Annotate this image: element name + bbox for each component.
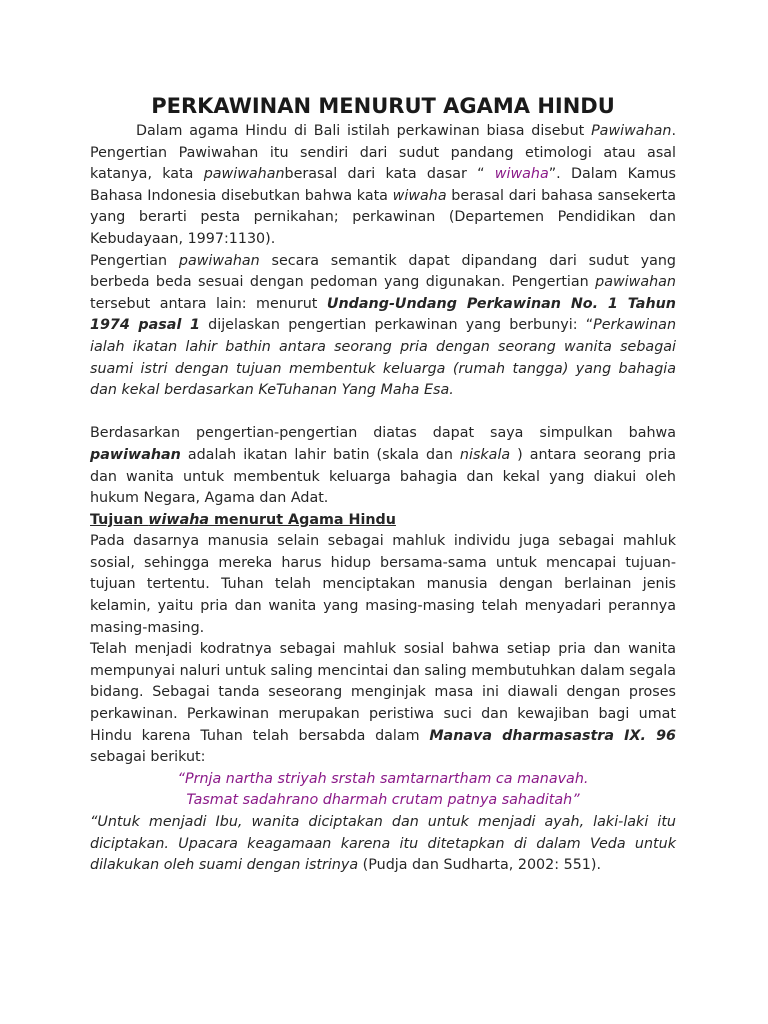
heading-term-wiwaha: wiwaha — [148, 511, 210, 528]
p1-text-d: ”. Dalam Kamus Bahasa Indonesia disebutkan bahwa kata — [90, 166, 677, 204]
p2-law-quote: Perkawinan ialah ikatan lahir bathin antara seorang pria dengan seorang wanita sebagai suami istri dengan tujuan membentuk keluarga (rumah tangga) yang bahagia dan kekal berdasarkan KeTuhanan Yang Maha Esa. — [90, 317, 677, 399]
paragraph-2 — [90, 251, 676, 402]
paragraph-1 — [90, 121, 676, 251]
p5-manava-reference: Manava dharmasastra IX. 96 — [429, 727, 676, 744]
p5-text-b: sebagai berikut: — [90, 749, 206, 766]
p5-text-a: Telah menjadi kodratnya sebagai mahluk sosial bahwa setiap pria dan wanita mempunyai naluri untuk saling mencintai dan saling membutuhkan dalam segala bidang. Sebagai tanda seseorang menginjak masa ini diawali dengan proses perkawinan. Perkawinan merupakan peristiwa suci dan kewajiban bagi umat Hindu karena Tuhan telah bersabda dalam — [90, 641, 676, 744]
heading-text-a: Tujuan — [90, 511, 149, 528]
p2-text-c: tersebut antara lain: menurut — [90, 295, 327, 312]
verse-line-1: “Prnja nartha striyah srstah samtarnartham ca manavah. — [177, 770, 589, 787]
p1-term-wiwaha: wiwaha — [494, 166, 549, 183]
document-title: PERKAWINAN MENURUT AGAMA HINDU — [151, 94, 615, 118]
p6-translation-quote: “Untuk menjadi Ibu, wanita diciptakan dan untuk menjadi ayah, laki-laki itu diciptakan. Upacara keagamaan karena itu ditetapkan di dalam Veda untuk dilakukan oleh suami dengan istrinya — [90, 814, 676, 874]
p2-text-b: secara semantik dapat dipandang dari sudut yang berbeda beda sesuai dengan pedoman yang digunakan. Pengertian — [90, 252, 676, 291]
p3-term-niskala: niskala — [459, 446, 511, 463]
p1-text-c: berasal dari kata dasar “ — [284, 166, 495, 183]
paragraph-6 — [90, 812, 676, 877]
p3-text-a: Berdasarkan pengertian-pengertian diatas dapat saya simpulkan bahwa — [90, 425, 676, 442]
p1-text-e: berasal dari bahasa sansekerta yang berarti pesta pernikahan; perkawinan (Departemen Pendidikan dan Kebudayaan, 1997:1130). — [90, 187, 676, 247]
p2-text-d: dijelaskan pengertian perkawinan yang berbunyi: “ — [199, 317, 594, 334]
paragraph-spacer — [90, 402, 676, 424]
p3-text-b: adalah ikatan lahir batin (skala dan — [180, 446, 460, 463]
p1-term-wiwaha-2: wiwaha — [392, 187, 447, 204]
p3-text-c: ) antara seorang pria dan wanita untuk membentuk keluarga bahagia dan kekal yang diakui oleh hukum Negara, Agama dan Adat. — [90, 446, 676, 507]
verse-line-2: Tasmat sadahrano dharmah crutam patnya sahaditah” — [186, 792, 580, 809]
p1-term-pawiwahan: Pawiwahan — [591, 123, 672, 139]
document-body — [90, 92, 676, 877]
p2-law-reference: Undang-Undang Perkawinan No. 1 Tahun 1974 pasal 1 — [90, 295, 676, 334]
paragraph-5 — [90, 639, 676, 769]
p3-term-pawiwahan: pawiwahan — [90, 446, 181, 463]
p2-term-pawiwahan: pawiwahan — [178, 252, 260, 269]
p2-term-pawiwahan-2: pawiwahan — [595, 274, 676, 291]
heading-text-b: menurut Agama Hindu — [209, 511, 396, 528]
paragraph-3 — [90, 423, 676, 509]
p1-text-b: . Pengertian Pawiwahan itu sendiri dari sudut pandang etimologi atau asal katanya, kata — [90, 123, 676, 183]
p6-citation: (Pudja dan Sudharta, 2002: 551). — [358, 857, 602, 874]
p1-term-pawiwahan-2: pawiwahan — [203, 166, 285, 183]
p2-text-a: Pengertian — [90, 252, 179, 269]
p1-text-a: Dalam agama Hindu di Bali istilah perkawinan biasa disebut — [136, 123, 592, 139]
paragraph-4: Pada dasarnya manusia selain sebagai mahluk individu juga sebagai mahluk sosial, sehingga mereka harus hidup bersama-sama untuk mencapai tujuan-tujuan tertentu. Tuhan telah menciptakan manusia dengan berlainan jenis kelamin, yaitu pria dan wanita yang masing-masing telah menyadari perannya masing-masing. — [90, 533, 676, 636]
section-heading — [90, 510, 676, 532]
